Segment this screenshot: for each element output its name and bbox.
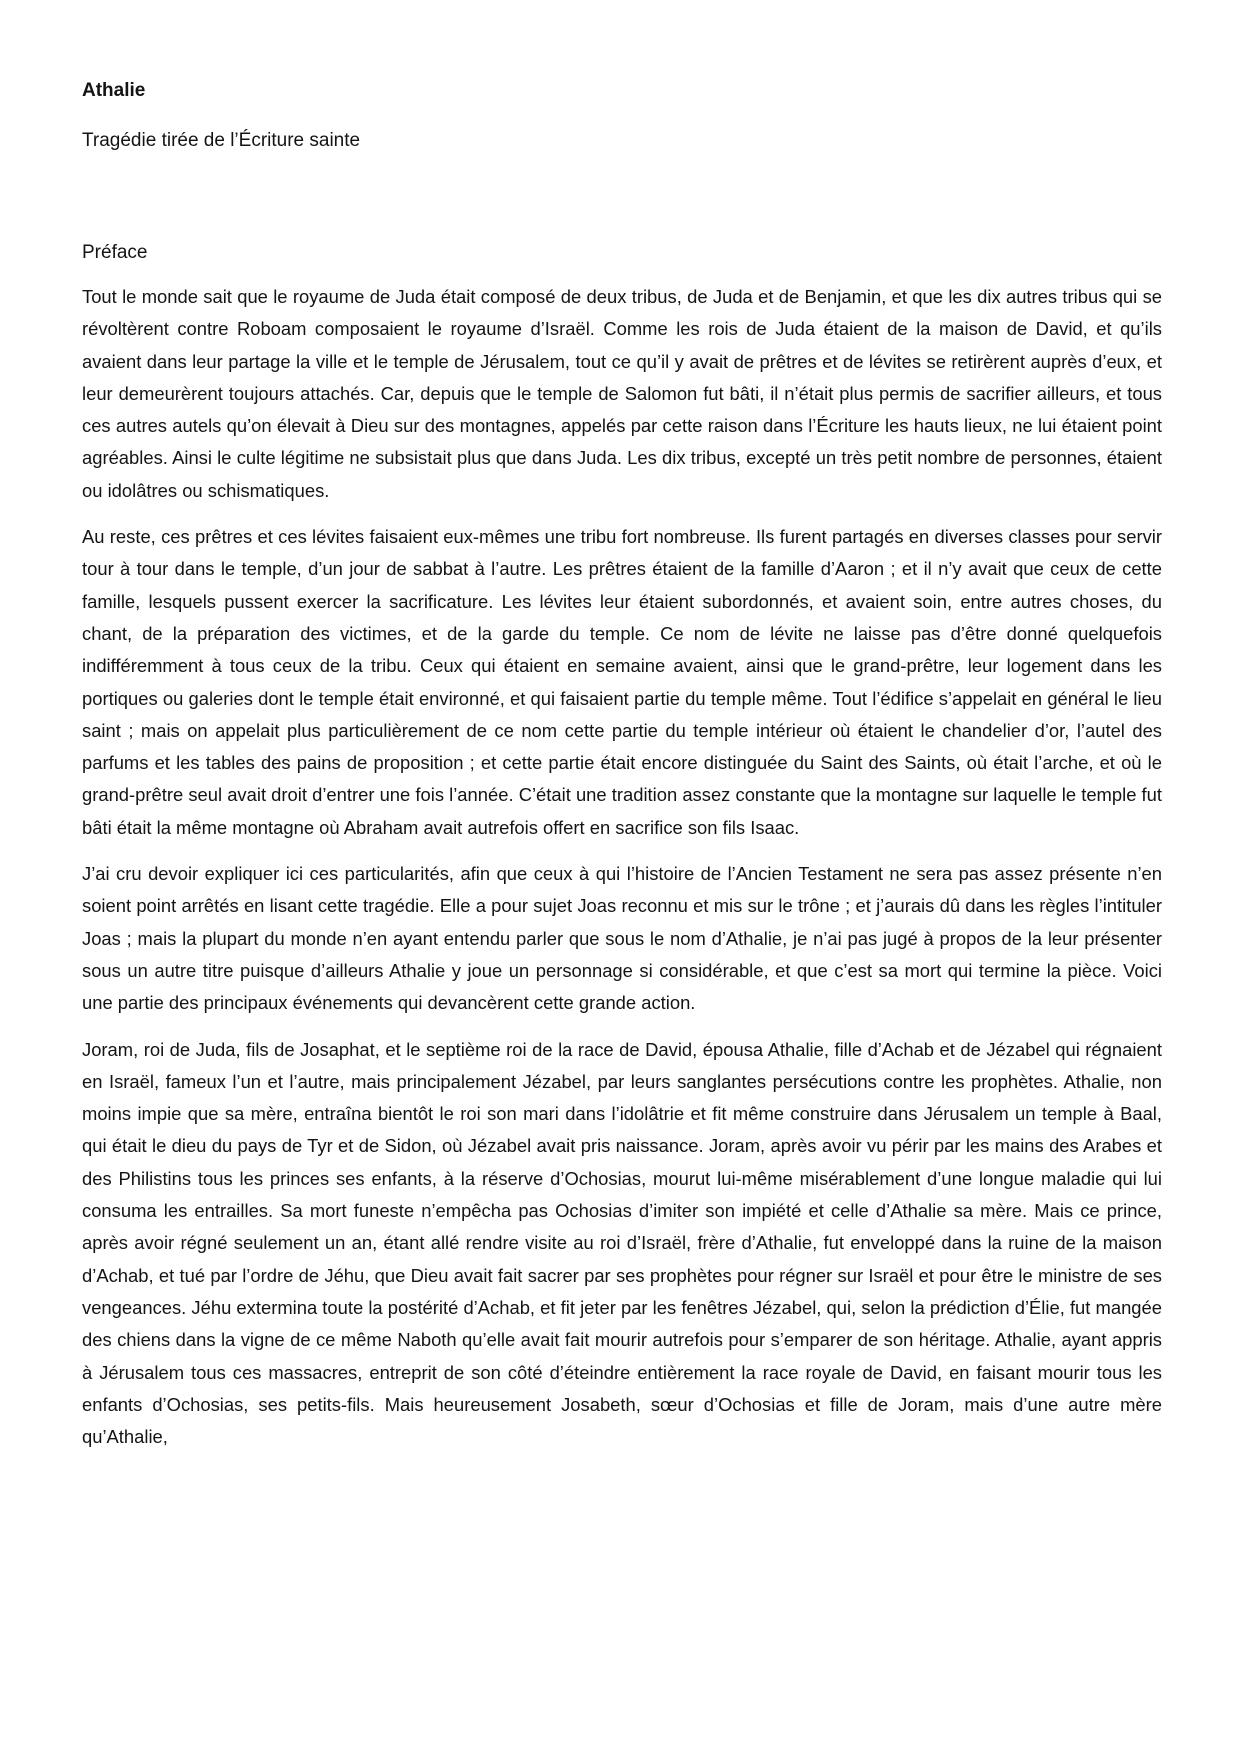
section-heading: Préface <box>82 242 148 263</box>
paragraph: Tout le monde sait que le royaume de Juda était composé de deux tribus, de Juda et de Benjamin, et que les dix autres tribus qui se révoltèrent contre Roboam composaient le royaume d’Israël. Comme les rois de Juda étaient de la maison de David, et qu’ils avaient dans leur partage la ville et le temple de Jérusalem, tout ce qu’il y avait de prêtres et de lévites se retirèrent auprès d’eux, et leur demeurèrent toujours attachés. Car, depuis que le temple de Salomon fut bâti, il n’était plus permis de sacrifier ailleurs, et tous ces autres autels qu’on élevait à Dieu sur des montagnes, appelés par cette raison dans l’Écriture les hauts lieux, ne lui étaient point agréables. Ainsi le culte légitime ne subsistait plus que dans Juda. Les dix tribus, excepté un très petit nombre de personnes, étaient ou idolâtres ou schismatiques. <box>82 286 1162 501</box>
document-subtitle: Tragédie tirée de l’Écriture sainte <box>82 130 361 151</box>
paragraph: Joram, roi de Juda, fils de Josaphat, et le septième roi de la race de David, épousa Athalie, fille d’Achab et de Jézabel qui régnaient en Israël, fameux l’un et l’autre, mais principalement Jézabel, par leurs sanglantes persécutions contre les prophètes. Athalie, non moins impie que sa mère, entraîna bientôt le roi son mari dans l’idolâtrie et fit même construire dans Jérusalem un temple à Baal, qui était le dieu du pays de Tyr et de Sidon, où Jézabel avait pris naissance. Joram, après avoir vu périr par les mains des Arabes et des Philistins tous les princes ses enfants, à la réserve d’Ochosias, mourut lui-même misérablement d’une longue maladie qui lui consuma les entrailles. Sa mort funeste n’empêcha pas Ochosias d’imiter son impiété et celle d’Athalie sa mère. Mais ce prince, après avoir régné seulement un an, étant allé rendre visite au roi d’Israël, frère d’Athalie, fut enveloppé dans la ruine de la maison d’Achab, et tué par l’ordre de Jéhu, que Dieu avait fait sacrer par ses prophètes pour régner sur Israël et pour être le ministre de ses vengeances. Jéhu extermina toute la postérité d’Achab, et fit jeter par les fenêtres Jézabel, qui, selon la prédiction d’Élie, fut mangée des chiens dans la vigne de ce même Naboth qu’elle avait fait mourir autrefois pour s’emparer de son héritage. Athalie, ayant appris à Jérusalem tous ces massacres, entreprit de son côté d’éteindre entièrement la race royale de David, en faisant mourir tous les enfants d’Ochosias, ses petits-fils. Mais heureusement Josabeth, sœur d’Ochosias et fille de Joram, mais d’une autre mère qu’Athalie, <box>82 1038 1162 1448</box>
document-page <box>82 78 1162 1453</box>
paragraph: Au reste, ces prêtres et ces lévites faisaient eux-mêmes une tribu fort nombreuse. Ils furent partagés en diverses classes pour servir tour à tour dans le temple, d’un jour de sabbat à l’autre. Les prêtres étaient de la famille d’Aaron ; et il n’y avait que ceux de cette famille, lesquels pussent exercer la sacrificature. Les lévites leur étaient subordonnés, et avaient soin, entre autres choses, du chant, de la préparation des victimes, et de la garde du temple. Ce nom de lévite ne laisse pas d’être donné quelquefois indifféremment à tous ceux de la tribu. Ceux qui étaient en semaine avaient, ainsi que le grand-prêtre, leur logement dans les portiques ou galeries dont le temple était environné, et qui faisaient partie du temple même. Tout l’édifice s’appelait en général le lieu saint ; mais on appelait plus particulièrement de ce nom cette partie du temple intérieur où étaient le chandelier d’or, l’autel des parfums et les tables des pains de proposition ; et cette partie était encore distinguée du Saint des Saints, où était l’arche, et où le grand-prêtre seul avait droit d’entrer une fois l’année. C’était une tradition assez constante que la montagne sur laquelle le temple fut bâti était la même montagne où Abraham avait autrefois offert en sacrifice son fils Isaac. <box>82 526 1162 838</box>
document-title: Athalie <box>82 80 146 101</box>
paragraph: J’ai cru devoir expliquer ici ces particularités, afin que ceux à qui l’histoire de l’Ancien Testament ne sera pas assez présente n’en soient point arrêtés en lisant cette tragédie. Elle a pour sujet Joas reconnu et mis sur le trône ; et j’aurais dû dans les règles l’intituler Joas ; mais la plupart du monde n’en ayant entendu parler que sous le nom d’Athalie, je n’ai pas jugé à propos de la leur présenter sous un autre titre puisque d’ailleurs Athalie y joue un personnage si considérable, et que c’est sa mort qui termine la pièce. Voici une partie des principaux événements qui devancèrent cette grande action. <box>82 863 1162 1014</box>
